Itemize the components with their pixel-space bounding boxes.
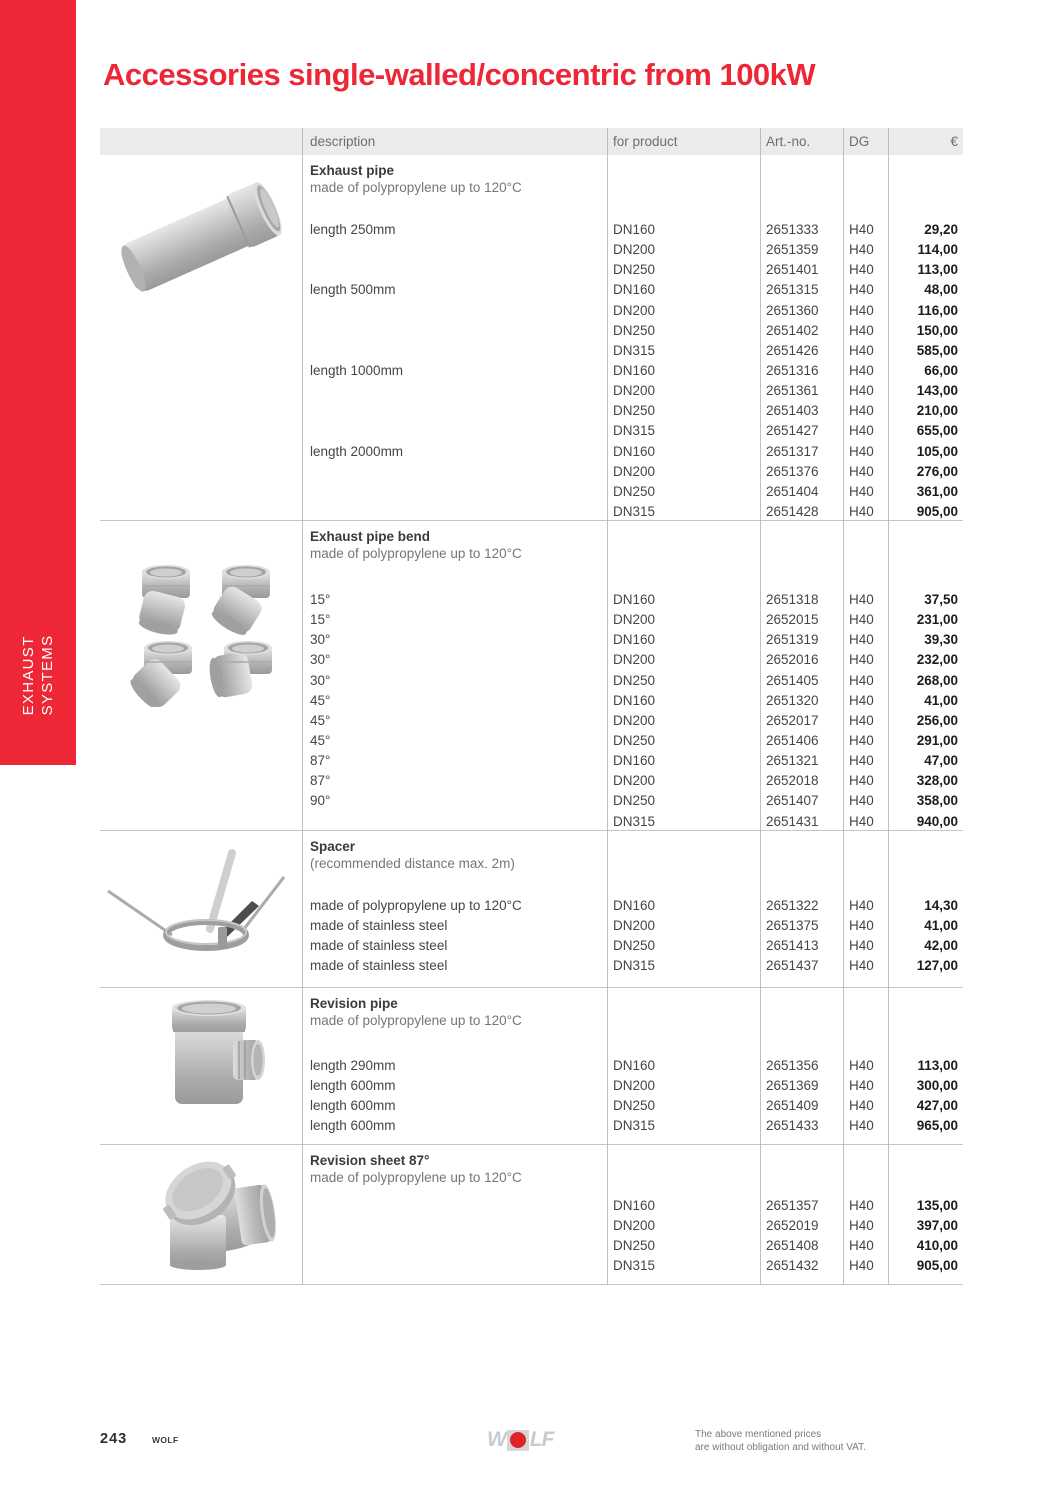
cell-dg: H40: [849, 262, 874, 278]
cell-for-product: DN160: [613, 898, 656, 913]
cell-art-no: 2651431: [766, 813, 819, 829]
cell-art-no: 2651427: [766, 423, 819, 439]
cell-dg: H40: [849, 938, 874, 954]
cell-price: 105,00: [916, 443, 958, 459]
cell-art-no: 2651408: [766, 1238, 819, 1254]
table-row: [302, 462, 963, 482]
cell-dg: H40: [849, 362, 874, 378]
cell-dg: H40: [849, 652, 874, 668]
cell-price: 210,00: [916, 403, 958, 419]
revision-sheet-image: [100, 1145, 302, 1284]
cell-price: 113,00: [917, 262, 958, 278]
cell-for-product: DN315: [613, 1258, 656, 1274]
cell-for-product: DN160: [613, 753, 656, 769]
cell-dg: H40: [849, 302, 874, 318]
cell-price: 114,00: [917, 242, 958, 258]
table-row: [302, 220, 963, 240]
cell-dg: H40: [849, 1258, 874, 1274]
cell-description: [302, 341, 607, 361]
table-row: [302, 482, 963, 502]
cell-price: 410,00: [916, 1238, 958, 1254]
cell-art-no: 2651404: [766, 483, 819, 499]
cell-for-product: DN315: [613, 423, 656, 439]
cell-for-product: DN160: [613, 443, 656, 459]
cell-price: 905,00: [916, 1258, 958, 1274]
cell-for-product: DN315: [613, 958, 656, 974]
cell-dg: H40: [849, 773, 874, 789]
cell-dg: H40: [849, 692, 874, 708]
cell-dg: H40: [849, 612, 874, 628]
header-for-product: for product: [613, 134, 678, 149]
price-disclaimer: The above mentioned prices are without obligation and without VAT.: [695, 1429, 866, 1453]
table-row: [302, 630, 963, 650]
cell-dg: H40: [849, 958, 874, 974]
cell-art-no: 2652019: [766, 1218, 819, 1234]
cell-art-no: 2652018: [766, 773, 819, 789]
cell-description: [302, 502, 607, 522]
cell-art-no: 2651356: [766, 1058, 819, 1073]
cell-for-product: DN200: [613, 652, 656, 668]
cell-price: 116,00: [917, 302, 958, 318]
table-row: [302, 301, 963, 321]
cell-for-product: DN160: [613, 362, 656, 378]
cell-dg: H40: [849, 282, 874, 298]
cell-description: [302, 421, 607, 441]
cell-description: 45°: [310, 692, 331, 708]
cell-for-product: DN315: [613, 342, 656, 358]
cell-art-no: 2651319: [766, 632, 819, 648]
cell-for-product: DN160: [613, 692, 656, 708]
cell-dg: H40: [849, 443, 874, 459]
cell-description: length 600mm: [310, 1078, 396, 1094]
column-divider: [302, 128, 303, 1285]
table-row: [302, 590, 963, 610]
header-description: description: [310, 134, 376, 149]
wolf-logo-lf: LF: [529, 1428, 554, 1451]
cell-price: 37,50: [924, 592, 958, 607]
cell-dg: H40: [849, 242, 874, 258]
product-section: [100, 1145, 963, 1285]
table-row: [302, 896, 963, 916]
table-row: [302, 240, 963, 260]
page-title: Accessories single-walled/concentric from 100kW: [103, 57, 816, 92]
cell-description: [302, 401, 607, 421]
cell-dg: H40: [849, 1078, 874, 1094]
cell-dg: H40: [849, 403, 874, 419]
cell-price: 256,00: [916, 712, 958, 728]
sidebar-label-line2: SYSTEMS: [39, 634, 56, 716]
cell-art-no: 2651407: [766, 793, 819, 809]
table-row: [302, 260, 963, 280]
table-row: [302, 1076, 963, 1096]
cell-description: [302, 381, 607, 401]
page-number: 243: [100, 1431, 128, 1447]
cell-description: [302, 240, 607, 260]
cell-for-product: DN250: [613, 322, 656, 338]
cell-dg: H40: [849, 423, 874, 439]
table-row: [302, 1216, 963, 1236]
cell-dg: H40: [849, 793, 874, 809]
cell-price: 231,00: [916, 612, 958, 628]
table-row: [302, 421, 963, 441]
table-row: [302, 650, 963, 670]
cell-for-product: DN315: [613, 1118, 656, 1134]
wolf-logo-o-icon: [507, 1430, 529, 1451]
section-subtitle: made of polypropylene up to 120°C: [310, 546, 522, 561]
cell-dg: H40: [849, 1098, 874, 1114]
header-image-col: [100, 128, 302, 155]
cell-dg: H40: [849, 503, 874, 519]
table-row: [302, 791, 963, 811]
header-art-no: Art.-no.: [766, 134, 811, 149]
cell-price: 276,00: [916, 463, 958, 479]
cell-for-product: DN160: [613, 222, 656, 237]
cell-price: 41,00: [924, 918, 958, 934]
cell-art-no: 2651433: [766, 1118, 819, 1134]
cell-art-no: 2651437: [766, 958, 819, 974]
cell-dg: H40: [849, 1118, 874, 1134]
cell-art-no: 2651401: [766, 262, 819, 278]
table-row: [302, 442, 963, 462]
cell-description: length 290mm: [310, 1058, 396, 1073]
cell-for-product: DN250: [613, 1238, 656, 1254]
cell-price: 585,00: [916, 342, 958, 358]
cell-description: length 1000mm: [310, 362, 404, 378]
table-row: [302, 956, 963, 976]
cell-for-product: DN315: [613, 503, 656, 519]
cell-art-no: 2651359: [766, 242, 819, 258]
cell-price: 291,00: [916, 732, 958, 748]
table-row: [302, 731, 963, 751]
cell-dg: H40: [849, 1238, 874, 1254]
header-euro: €: [950, 134, 958, 149]
cell-dg: H40: [849, 222, 874, 237]
cell-description: 15°: [310, 612, 331, 628]
cell-description: length 250mm: [310, 222, 396, 237]
cell-description: 30°: [310, 652, 331, 668]
cell-description: [302, 1256, 607, 1276]
table-row: [302, 1096, 963, 1116]
table-row: [302, 321, 963, 341]
cell-price: 66,00: [924, 362, 958, 378]
cell-description: 15°: [310, 592, 331, 607]
cell-description: 30°: [310, 632, 331, 648]
cell-description: 87°: [310, 753, 331, 769]
cell-art-no: 2651322: [766, 898, 819, 913]
cell-price: 47,00: [924, 753, 958, 769]
cell-art-no: 2652015: [766, 612, 819, 628]
cell-art-no: 2651376: [766, 463, 819, 479]
cell-for-product: DN160: [613, 632, 656, 648]
cell-for-product: DN200: [613, 1078, 656, 1094]
cell-description: made of polypropylene up to 120°C: [310, 898, 522, 913]
section-subtitle: (recommended distance max. 2m): [310, 856, 515, 871]
cell-price: 965,00: [916, 1118, 958, 1134]
cell-for-product: DN250: [613, 793, 656, 809]
cell-art-no: 2651406: [766, 732, 819, 748]
cell-for-product: DN250: [613, 1098, 656, 1114]
cell-art-no: 2651320: [766, 692, 819, 708]
cell-description: length 600mm: [310, 1118, 396, 1134]
cell-art-no: 2651318: [766, 592, 819, 607]
table-row: [302, 341, 963, 361]
cell-description: 45°: [310, 732, 331, 748]
column-divider: [607, 128, 608, 1285]
section-subtitle: made of polypropylene up to 120°C: [310, 180, 522, 195]
cell-for-product: DN200: [613, 773, 656, 789]
cell-description: [302, 321, 607, 341]
cell-dg: H40: [849, 1218, 874, 1234]
cell-dg: H40: [849, 1058, 874, 1073]
table-row: [302, 361, 963, 381]
table-row: [302, 916, 963, 936]
cell-for-product: DN315: [613, 813, 656, 829]
cell-for-product: DN200: [613, 712, 656, 728]
sidebar-label-line1: EXHAUST: [20, 635, 37, 716]
brand-text: WOLF: [152, 1435, 179, 1445]
cell-art-no: 2652016: [766, 652, 819, 668]
cell-price: 113,00: [917, 1058, 958, 1073]
table-row: [302, 1236, 963, 1256]
cell-description: length 500mm: [310, 282, 396, 298]
cell-price: 655,00: [916, 423, 958, 439]
cell-dg: H40: [849, 592, 874, 607]
cell-for-product: DN200: [613, 612, 656, 628]
section-title: Exhaust pipe bend: [310, 529, 431, 544]
cell-description: length 2000mm: [310, 443, 404, 459]
products-table: [100, 128, 963, 1285]
product-section: [100, 521, 963, 831]
section-title: Revision pipe: [310, 996, 398, 1011]
cell-for-product: DN250: [613, 672, 656, 688]
table-row: [302, 401, 963, 421]
cell-price: 135,00: [916, 1198, 958, 1213]
table-row: [302, 691, 963, 711]
cell-description: made of stainless steel: [310, 918, 448, 934]
section-title: Exhaust pipe: [310, 163, 395, 178]
cell-for-product: DN200: [613, 302, 656, 318]
wolf-logo: [487, 1428, 553, 1452]
cell-dg: H40: [849, 753, 874, 769]
cell-art-no: 2651402: [766, 322, 819, 338]
cell-art-no: 2651413: [766, 938, 819, 954]
cell-description: [302, 1216, 607, 1236]
cell-dg: H40: [849, 342, 874, 358]
revision-pipe-image: [100, 988, 302, 1144]
table-header-row: [100, 128, 963, 155]
cell-art-no: 2651361: [766, 383, 819, 399]
cell-description: made of stainless steel: [310, 938, 448, 954]
table-row: [302, 936, 963, 956]
header-dg: DG: [849, 134, 870, 149]
cell-for-product: DN160: [613, 592, 656, 607]
table-row: [302, 751, 963, 771]
cell-art-no: 2651405: [766, 672, 819, 688]
cell-price: 905,00: [916, 503, 958, 519]
cell-description: 90°: [310, 793, 331, 809]
cell-dg: H40: [849, 712, 874, 728]
table-row: [302, 1116, 963, 1136]
table-row: [302, 671, 963, 691]
cell-price: 300,00: [916, 1078, 958, 1094]
cell-art-no: 2651403: [766, 403, 819, 419]
cell-description: [302, 462, 607, 482]
cell-dg: H40: [849, 918, 874, 934]
cell-dg: H40: [849, 632, 874, 648]
cell-art-no: 2651426: [766, 342, 819, 358]
cell-art-no: 2651369: [766, 1078, 819, 1094]
table-row: [302, 381, 963, 401]
cell-for-product: DN250: [613, 403, 656, 419]
cell-description: length 600mm: [310, 1098, 396, 1114]
table-row: [302, 812, 963, 832]
cell-description: [302, 301, 607, 321]
cell-price: 29,20: [924, 222, 958, 237]
cell-art-no: 2651428: [766, 503, 819, 519]
section-subtitle: made of polypropylene up to 120°C: [310, 1170, 522, 1185]
exhaust-systems-tab: [0, 0, 76, 765]
cell-for-product: DN250: [613, 732, 656, 748]
cell-art-no: 2651432: [766, 1258, 819, 1274]
table-row: [302, 1256, 963, 1276]
cell-description: [302, 1236, 607, 1256]
cell-dg: H40: [849, 732, 874, 748]
cell-price: 268,00: [916, 672, 958, 688]
cell-dg: H40: [849, 1198, 874, 1213]
cell-description: 87°: [310, 773, 331, 789]
cell-price: 39,30: [924, 632, 958, 648]
cell-for-product: DN160: [613, 1058, 656, 1073]
cell-description: [302, 1196, 607, 1216]
product-section: [100, 988, 963, 1145]
product-section: [100, 155, 963, 521]
cell-price: 427,00: [916, 1098, 958, 1114]
column-divider: [888, 128, 889, 1285]
cell-price: 41,00: [924, 692, 958, 708]
cell-art-no: 2651375: [766, 918, 819, 934]
cell-for-product: DN250: [613, 483, 656, 499]
table-row: [302, 280, 963, 300]
cell-art-no: 2651357: [766, 1198, 819, 1213]
exhaust-pipe-image: [100, 155, 302, 520]
cell-price: 143,00: [916, 383, 958, 399]
section-title: Spacer: [310, 839, 356, 854]
cell-art-no: 2651333: [766, 222, 819, 237]
wolf-logo-w: W: [487, 1428, 506, 1451]
spacer-image: [100, 831, 302, 987]
cell-description: 45°: [310, 712, 331, 728]
cell-price: 127,00: [916, 958, 958, 974]
cell-art-no: 2651409: [766, 1098, 819, 1114]
cell-dg: H40: [849, 483, 874, 499]
cell-price: 328,00: [916, 773, 958, 789]
cell-for-product: DN250: [613, 938, 656, 954]
cell-for-product: DN200: [613, 242, 656, 258]
table-row: [302, 711, 963, 731]
cell-price: 150,00: [916, 322, 958, 338]
cell-price: 358,00: [916, 793, 958, 809]
cell-art-no: 2651315: [766, 282, 819, 298]
sidebar-label: [19, 635, 57, 716]
cell-description: made of stainless steel: [310, 958, 448, 974]
cell-dg: H40: [849, 672, 874, 688]
cell-for-product: DN160: [613, 282, 656, 298]
cell-price: 42,00: [924, 938, 958, 954]
cell-for-product: DN250: [613, 262, 656, 278]
cell-dg: H40: [849, 322, 874, 338]
cell-for-product: DN200: [613, 383, 656, 399]
cell-art-no: 2652017: [766, 712, 819, 728]
product-section: [100, 831, 963, 988]
cell-for-product: DN200: [613, 463, 656, 479]
cell-art-no: 2651316: [766, 362, 819, 378]
cell-art-no: 2651321: [766, 753, 819, 769]
page-footer: [0, 1425, 1061, 1475]
section-subtitle: made of polypropylene up to 120°C: [310, 1013, 522, 1028]
cell-price: 940,00: [916, 813, 958, 829]
cell-description: [302, 482, 607, 502]
column-divider: [760, 128, 761, 1285]
cell-for-product: DN200: [613, 918, 656, 934]
cell-price: 397,00: [916, 1218, 958, 1234]
table-row: [302, 1196, 963, 1216]
cell-price: 48,00: [924, 282, 958, 298]
cell-description: [302, 260, 607, 280]
cell-price: 232,00: [916, 652, 958, 668]
column-divider: [843, 128, 844, 1285]
table-row: [302, 502, 963, 522]
cell-price: 361,00: [916, 483, 958, 499]
pipe-bends-image: [100, 521, 302, 830]
section-title: Revision sheet 87°: [310, 1153, 430, 1168]
table-row: [302, 771, 963, 791]
cell-for-product: DN160: [613, 1198, 656, 1213]
cell-dg: H40: [849, 463, 874, 479]
cell-dg: H40: [849, 813, 874, 829]
table-row: [302, 1056, 963, 1076]
cell-description: 30°: [310, 672, 331, 688]
cell-art-no: 2651360: [766, 302, 819, 318]
cell-art-no: 2651317: [766, 443, 819, 459]
cell-for-product: DN200: [613, 1218, 656, 1234]
cell-description: [302, 812, 607, 832]
cell-dg: H40: [849, 898, 874, 913]
table-row: [302, 610, 963, 630]
cell-dg: H40: [849, 383, 874, 399]
cell-price: 14,30: [924, 898, 958, 913]
